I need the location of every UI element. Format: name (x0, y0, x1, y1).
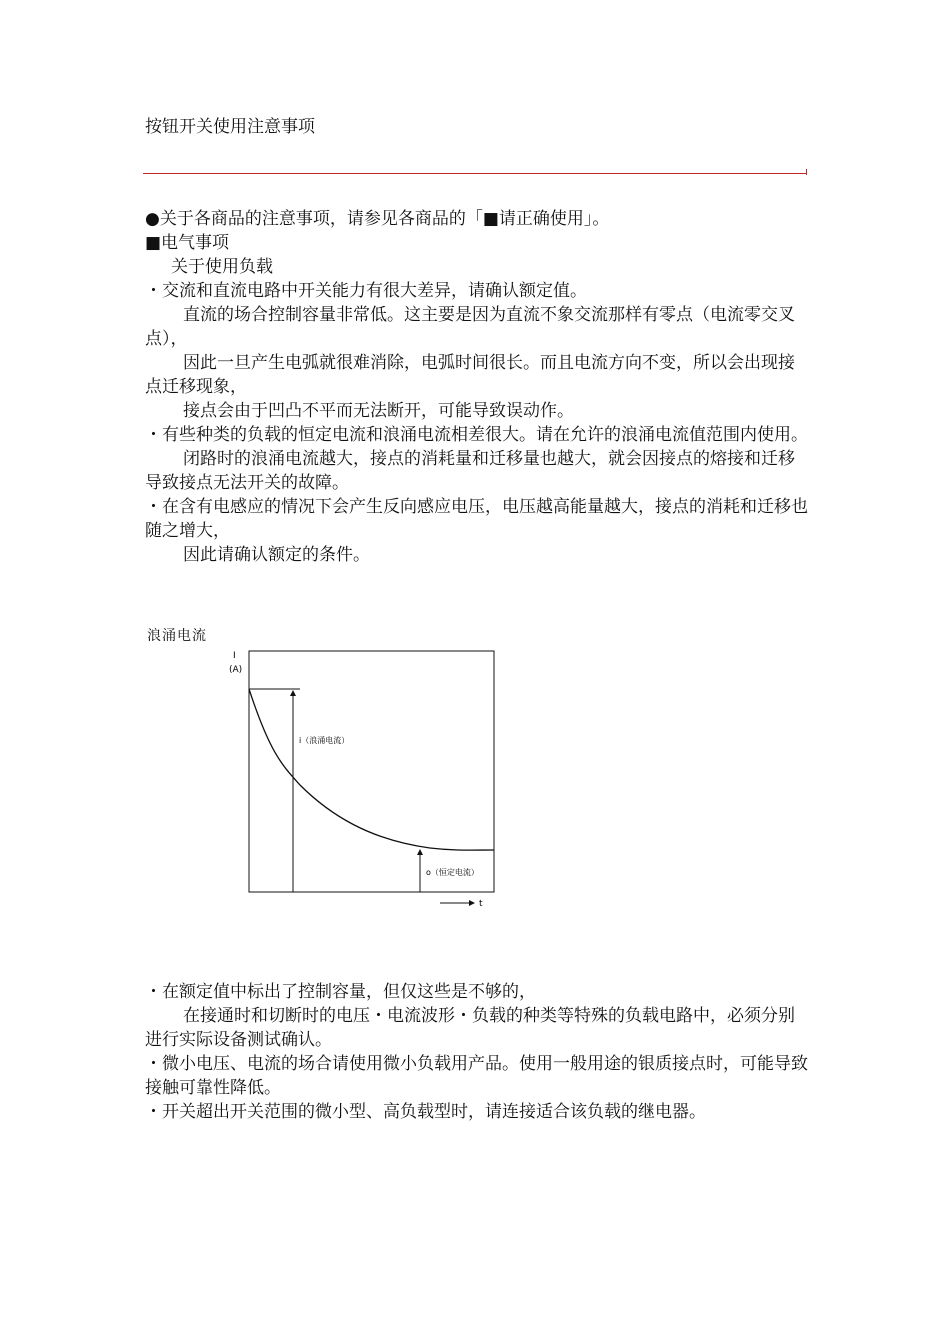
figure-title: 浪涌电流 (147, 628, 207, 644)
section-heading: ■电气事项 (145, 233, 230, 253)
paragraph: 直流的场合控制容量非常低。这主要是因为直流不象交流那样有零点（电流零交叉点）， (145, 305, 795, 349)
paragraph: ・微小电压、电流的场合请使用微小负载用产品。使用一般用途的银质接点时，可能导致接触可靠性降低。 (145, 1054, 808, 1098)
subsection-heading: 关于使用负载 (171, 257, 273, 277)
paragraph: ・有些种类的负载的恒定电流和浪涌电流相差很大。请在允许的浪涌电流值范围内使用。 (145, 425, 808, 445)
paragraph: ●关于各商品的注意事项，请参见各商品的「■请正确使用」。 (145, 209, 610, 229)
surge-current-label: i（浪涌电流） (299, 736, 350, 745)
paragraph: ・开关超出开关范围的微小型、高负载型时，请连接适合该负载的继电器。 (145, 1102, 706, 1122)
paragraph: ・交流和直流电路中开关能力有很大差异，请确认额定值。 (145, 281, 587, 301)
steady-current-label: o（恒定电流） (426, 868, 479, 877)
paragraph: 接点会由于凹凸不平而无法断开，可能导致误动作。 (183, 401, 574, 421)
paragraph: ・在额定值中标出了控制容量，但仅这些是不够的， (145, 982, 536, 1002)
body-text-top (145, 207, 809, 567)
plot-frame (249, 651, 494, 892)
paragraph: ・在含有电感应的情况下会产生反向感应电压，电压越高能量越大，接点的消耗和迁移也随之增大， (145, 497, 808, 541)
y-axis-label-unit: (A) (229, 665, 243, 675)
current-decay-curve (249, 689, 494, 850)
surge-current-diagram (220, 645, 510, 915)
body-text-bottom (145, 980, 809, 1124)
y-axis-label-i: I (233, 651, 236, 661)
paragraph: 闭路时的浪涌电流越大，接点的消耗量和迁移量也越大，就会因接点的熔接和迁移导致接点无法开关的故障。 (145, 449, 795, 493)
paragraph: 在接通时和切断时的电压・电流波形・负载的种类等特殊的负载电路中，必须分别进行实际设备测试确认。 (145, 1006, 795, 1050)
divider-end-mark (806, 169, 807, 175)
x-axis-label-t: t (479, 899, 483, 909)
page-title: 按钮开关使用注意事项 (145, 117, 315, 137)
title-divider (143, 173, 807, 174)
paragraph: 因此一旦产生电弧就很难消除，电弧时间很长。而且电流方向不变，所以会出现接点迁移现象， (145, 353, 795, 397)
paragraph: 因此请确认额定的条件。 (183, 545, 370, 565)
